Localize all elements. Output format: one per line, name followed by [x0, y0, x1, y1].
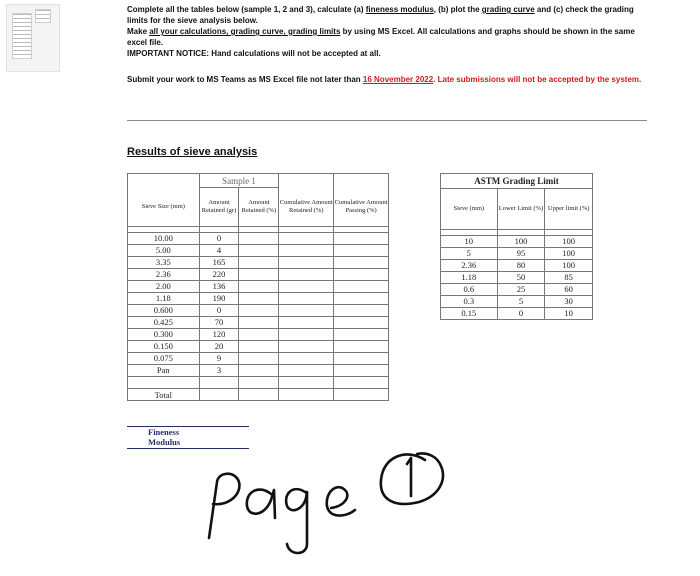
retained-pct-cell [239, 341, 279, 353]
handwritten-e [327, 487, 355, 515]
retained-gr-cell: 165 [199, 257, 239, 269]
cum-passing-cell [334, 257, 389, 269]
table-row [441, 272, 593, 284]
empty-cell [279, 377, 334, 389]
cum-retained-cell [279, 281, 334, 293]
table-row [128, 377, 389, 389]
sieve-size-cell: 0.150 [128, 341, 200, 353]
instructions [127, 4, 647, 59]
retained-pct-cell [239, 245, 279, 257]
results-title: Results of sieve analysis [127, 146, 258, 158]
thumbnail-page-1 [12, 13, 32, 59]
page-thumbnail[interactable] [6, 4, 60, 72]
table-row [441, 296, 593, 308]
astm-lower-cell: 80 [497, 260, 545, 272]
header-cumulative-passing: Cumulative Amount Passing (%) [334, 188, 389, 227]
retained-gr-cell: 3 [199, 365, 239, 377]
header-cumulative-retained: Cumulative Amount Retained (%) [279, 188, 334, 227]
cum-retained-cell [279, 305, 334, 317]
cum-retained-cell [279, 257, 334, 269]
header-amount-retained-pct: Amount Retained (%) [239, 188, 279, 227]
table-row [128, 341, 389, 353]
astm-upper-cell: 100 [545, 248, 593, 260]
retained-gr-cell: 190 [199, 293, 239, 305]
table-row [128, 245, 389, 257]
retained-gr-cell: 9 [199, 353, 239, 365]
retained-gr-cell: 120 [199, 329, 239, 341]
instruction-line-1 [127, 4, 647, 26]
cum-passing-cell [334, 329, 389, 341]
retained-pct-cell [239, 281, 279, 293]
sieve-header-blank [128, 174, 200, 188]
fineness-label: Fineness [148, 427, 180, 437]
retained-gr-cell: 20 [199, 341, 239, 353]
handwritten-g [286, 489, 307, 553]
cum-passing-cell [334, 293, 389, 305]
table-row [441, 248, 593, 260]
modulus-label: Modulus [148, 437, 181, 447]
sieve-size-cell: 0.300 [128, 329, 200, 341]
astm-lower-cell: 5 [497, 296, 545, 308]
cum-passing-cell [334, 341, 389, 353]
astm-lower-cell: 50 [497, 272, 545, 284]
astm-sieve-cell: 10 [441, 236, 498, 248]
total-label: Total [128, 389, 200, 401]
retained-gr-cell: 4 [199, 245, 239, 257]
cum-passing-cell [334, 317, 389, 329]
instruction-text: and (c) check the grading limits for the sieve analysis below. [127, 5, 634, 25]
retained-gr-cell: 0 [199, 233, 239, 245]
astm-upper-cell: 100 [545, 236, 593, 248]
total-cell [239, 389, 279, 401]
astm-upper-cell: 60 [545, 284, 593, 296]
table-row [441, 284, 593, 296]
table-row [128, 305, 389, 317]
total-row [128, 389, 389, 401]
sieve-header-blank [334, 174, 389, 188]
astm-upper-cell: 100 [545, 260, 593, 272]
astm-sieve-cell: 0.6 [441, 284, 498, 296]
astm-sieve-cell: 1.18 [441, 272, 498, 284]
retained-pct-cell [239, 233, 279, 245]
sieve-size-cell: 5.00 [128, 245, 200, 257]
cum-passing-cell [334, 281, 389, 293]
astm-grading-table [440, 173, 593, 320]
important-notice: IMPORTANT NOTICE: Hand calculations will not be accepted at all. [127, 49, 381, 58]
sieve-size-cell: 2.36 [128, 269, 200, 281]
sieve-size-cell: 3.35 [128, 257, 200, 269]
astm-upper-cell: 10 [545, 308, 593, 320]
table-row [441, 260, 593, 272]
retained-pct-cell [239, 293, 279, 305]
astm-title: ASTM Grading Limit [441, 174, 593, 189]
retained-gr-cell: 0 [199, 305, 239, 317]
late-warning: . Late submissions will not be accepted by the system. [433, 75, 642, 84]
empty-cell [199, 377, 239, 389]
fineness-modulus-link: fineness modulus [365, 5, 434, 14]
instruction-text: Complete all the tables below (sample 1, 2 and 3), calculate (a) [127, 5, 366, 14]
table-row [441, 308, 593, 320]
sample-title: Sample 1 [199, 174, 279, 188]
submission-notice [127, 74, 647, 85]
retained-pct-cell [239, 317, 279, 329]
header-sieve-size: Sieve Size (mm) [128, 188, 200, 227]
table-row [128, 353, 389, 365]
header-amount-retained-gr: Amount Retained (gr) [199, 188, 239, 227]
astm-lower-cell: 95 [497, 248, 545, 260]
instruction-text: by using MS Excel. All calculations and graphs should be shown in the same excel file. [127, 27, 635, 47]
retained-pct-cell [239, 329, 279, 341]
handwritten-page-one-annotation [195, 420, 485, 560]
table-row [441, 236, 593, 248]
astm-sieve-cell: 5 [441, 248, 498, 260]
handwritten-a [247, 490, 275, 518]
table-row [128, 281, 389, 293]
instruction-line-2 [127, 26, 647, 48]
astm-lower-cell: 100 [497, 236, 545, 248]
retained-pct-cell [239, 269, 279, 281]
sieve-header-blank [279, 174, 334, 188]
total-cell [334, 389, 389, 401]
cum-retained-cell [279, 269, 334, 281]
cum-retained-cell [279, 365, 334, 377]
retained-pct-cell [239, 257, 279, 269]
cum-passing-cell [334, 269, 389, 281]
header-sieve-mm: Sieve (mm) [441, 189, 498, 230]
grading-curve-link: grading curve [481, 5, 535, 14]
retained-pct-cell [239, 305, 279, 317]
astm-lower-cell: 25 [497, 284, 545, 296]
instruction-text: Make [127, 27, 150, 36]
astm-sieve-cell: 0.3 [441, 296, 498, 308]
retained-gr-cell: 136 [199, 281, 239, 293]
sieve-size-cell: 0.425 [128, 317, 200, 329]
header-lower-limit: Lower Limit (%) [497, 189, 545, 230]
cum-retained-cell [279, 245, 334, 257]
submission-text: Submit your work to MS Teams as MS Excel file not later than [127, 75, 363, 84]
empty-cell [128, 377, 200, 389]
cum-passing-cell [334, 353, 389, 365]
handwritten-p [209, 474, 239, 538]
excel-requirements-underlined: all your calculations, grading curve, grading limits [149, 27, 341, 36]
cum-passing-cell [334, 245, 389, 257]
sieve-size-cell: 2.00 [128, 281, 200, 293]
retained-gr-cell: 220 [199, 269, 239, 281]
total-cell [279, 389, 334, 401]
cum-passing-cell [334, 305, 389, 317]
retained-pct-cell [239, 353, 279, 365]
cum-retained-cell [279, 293, 334, 305]
table-row [128, 233, 389, 245]
thumbnail-page-2 [35, 9, 51, 23]
cum-retained-cell [279, 233, 334, 245]
table-row [128, 257, 389, 269]
astm-sieve-cell: 2.36 [441, 260, 498, 272]
cum-retained-cell [279, 353, 334, 365]
retained-pct-cell [239, 365, 279, 377]
sieve-size-cell: 10.00 [128, 233, 200, 245]
cum-retained-cell [279, 329, 334, 341]
table-row [128, 329, 389, 341]
table-row [128, 365, 389, 377]
empty-cell [239, 377, 279, 389]
total-cell [199, 389, 239, 401]
astm-upper-cell: 30 [545, 296, 593, 308]
header-upper-limit: Upper limit (%) [545, 189, 593, 230]
instruction-text: , (b) plot the [433, 5, 482, 14]
astm-sieve-cell: 0.15 [441, 308, 498, 320]
retained-gr-cell: 70 [199, 317, 239, 329]
sieve-size-cell: 0.075 [128, 353, 200, 365]
sieve-size-cell: 1.18 [128, 293, 200, 305]
table-row [128, 293, 389, 305]
table-row [128, 269, 389, 281]
cum-retained-cell [279, 317, 334, 329]
handwritten-1 [407, 458, 411, 496]
cum-passing-cell [334, 233, 389, 245]
cum-passing-cell [334, 365, 389, 377]
sieve-analysis-table [127, 173, 389, 401]
astm-lower-cell: 0 [497, 308, 545, 320]
cum-retained-cell [279, 341, 334, 353]
deadline-date: 16 November 2022 [362, 75, 434, 84]
divider [127, 120, 647, 121]
empty-cell [334, 377, 389, 389]
sieve-size-cell: Pan [128, 365, 200, 377]
sieve-size-cell: 0.600 [128, 305, 200, 317]
astm-upper-cell: 85 [545, 272, 593, 284]
table-row [128, 317, 389, 329]
